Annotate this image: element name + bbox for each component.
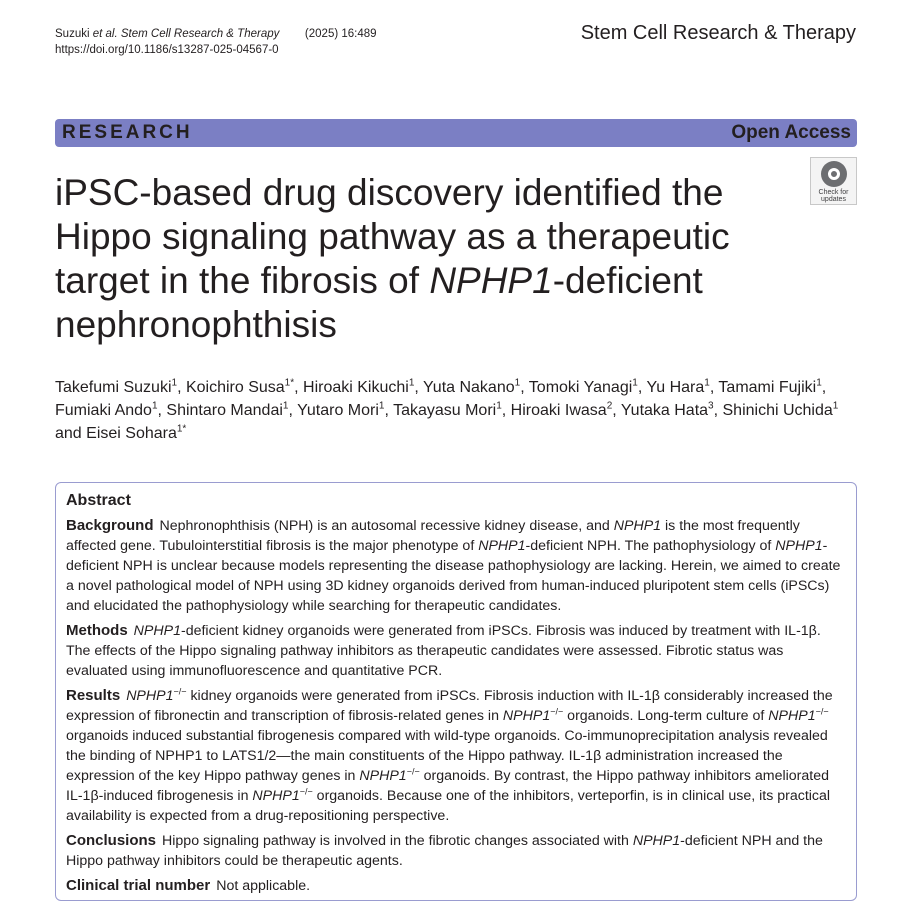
section-label: Conclusions (66, 832, 157, 849)
author-name[interactable]: Koichiro Susa$^{1*}$ (185, 377, 295, 396)
author-affiliation: 1 (378, 400, 385, 412)
abstract-section-clinical-trial-number: Clinical trial number Not applicable. (66, 877, 311, 894)
author-conjunction: and (55, 425, 82, 442)
author-name[interactable]: Hiroaki Kikuchi$^1$ (303, 377, 415, 396)
author-name[interactable]: Yutaro Mori$^1$ (297, 400, 385, 419)
open-access-label: Open Access (731, 122, 851, 143)
abstract-heading: Abstract (66, 492, 131, 509)
citation-etal: et al. (92, 28, 118, 40)
citation-year-volume: (2025) 16:489 (304, 28, 377, 40)
doi-link[interactable]: https://doi.org/10.1186/s13287-025-04567-0 (55, 44, 279, 56)
author-affiliation: 1 (632, 377, 638, 389)
author-name[interactable]: Yu Hara$^1$ (646, 377, 710, 396)
article-type-label: RESEARCH (62, 122, 193, 143)
author-affiliation: 3 (708, 400, 714, 412)
section-label: Methods (66, 622, 128, 639)
citation-journal: Stem Cell Research & Therapy (117, 28, 280, 40)
author-name[interactable]: Takefumi Suzuki$^1$ (55, 377, 178, 396)
author-name[interactable]: Tamami Fujiki$^1$ (718, 377, 822, 396)
abstract-box (55, 482, 857, 901)
article-type-banner (55, 119, 857, 147)
author-affiliation: 1 (816, 377, 822, 389)
check-for-updates-badge[interactable] (810, 157, 857, 205)
author-affiliation: 1* (176, 423, 187, 435)
author-name[interactable]: Takayasu Mori$^1$ (393, 400, 502, 419)
abstract-section-results: Results NPHP1−/− kidney organoids were generated from iPSCs. Fibrosis induction with IL-1β considerably increased the expression of fibronectin and transcription of fibrosis-related genes in NPHP1−/− organoids. Long-term culture of NPHP1−/− organoids induced substantial fibrogenesis compared with wild-type organoids. Co-immunoprecipitation analysis revealed the binding of NPHP1 to LATS1/2—the main constituents of the Hippo pathway. IL-1β administration increased the expression of the key Hippo pathway genes in NPHP1−/− organoids. By contrast, the Hippo pathway inhibitors ameliorated IL-1β-induced fibrogenesis in NPHP1−/− organoids. Because one of the inhibitors, verteporfin, is in clinical use, its practical availability is expected from a drug-repositioning perspective. (66, 686, 833, 824)
section-label: Results (66, 687, 121, 704)
abstract-sections (66, 516, 846, 896)
abstract-section-conclusions: Conclusions Hippo signaling pathway is involved in the fibrotic changes associated with NPHP1-deficient NPH and the Hippo pathway inhibitors could be therapeutic agents. (66, 832, 823, 869)
author-affiliation: 1 (514, 377, 521, 389)
citation-line (55, 26, 377, 42)
author-name[interactable]: Tomoki Yanagi$^1$ (528, 377, 638, 396)
author-affiliation: 1 (496, 400, 502, 412)
title-gene: NPHP1 (429, 260, 553, 301)
author-affiliation: 1 (408, 377, 415, 389)
article-title: iPSC-based drug discovery identified the Hippo signaling pathway as a therapeutic target in the fibrosis of NPHP1-deficient nephronophthisis (55, 172, 730, 345)
author-name[interactable]: Yutaka Hata$^3$ (620, 400, 714, 419)
author-name[interactable]: Yuta Nakano$^1$ (423, 377, 521, 396)
author-name[interactable]: Shintaro Mandai$^1$ (166, 400, 289, 419)
author-affiliation: 1 (704, 377, 710, 389)
author-name[interactable]: Eisei Sohara$^{1*}$ (86, 423, 187, 442)
author-list: Takefumi Suzuki$^1$, Koichiro Susa$^{1*}$, Hiroaki Kikuchi$^1$, Yuta Nakano$^1$, Tomoki Yanagi$^1$, Yu Hara$^1$, Tamami Fujiki$^1$, Fumiaki Ando$^1$, Shintaro Mandai$^1$, Yutaro Mori$^1$, Takayasu Mori$^1$, Hiroaki Iwasa$^2$, Yutaka Hata$^3$, Shinichi Uchida$^1$ and Eisei Sohara$^{1*}$ (55, 377, 839, 442)
author-name[interactable]: Hiroaki Iwasa$^2$ (510, 400, 613, 419)
journal-name: Stem Cell Research & Therapy (580, 22, 856, 44)
author-affiliation: 2 (606, 400, 613, 412)
author-affiliation: 1 (171, 377, 178, 389)
article-meta (55, 26, 377, 58)
author-affiliation: 1 (151, 400, 158, 412)
abstract-section-background: Background Nephronophthisis (NPH) is an autosomal recessive kidney disease, and NPHP1 is the most frequently affected gene. Tubulointerstitial fibrosis is the major phenotype of NPHP1-deficient NPH. The pathophysiology of NPHP1-deficient NPH is unclear because models representing the disease pathophysiology are lacking. Herein, we aimed to create a novel pathological model of NPH using 3D kidney organoids derived from human-induced pluripotent stem cells (iPSCs) and elucidated the pathophysiology while searching for therapeutic candidates. (66, 517, 841, 614)
check-updates-icon (821, 161, 847, 187)
abstract-section-methods: Methods NPHP1-deficient kidney organoids were generated from iPSCs. Fibrosis was induced by treatment with IL-1β. The effects of the Hippo signaling pathway inhibitors as therapeutic candidates were assessed. Fibrotic status was evaluated using immunofluorescence and quantitative PCR. (66, 622, 821, 679)
section-label: Background (66, 517, 154, 534)
author-affiliation: 1* (284, 377, 295, 389)
check-updates-text: Check for updates (818, 189, 849, 203)
author-name[interactable]: Fumiaki Ando$^1$ (55, 400, 158, 419)
section-label: Clinical trial number (66, 877, 211, 894)
author-affiliation: 1 (832, 400, 839, 412)
author-affiliation: 1 (282, 400, 289, 412)
author-name[interactable]: Shinichi Uchida$^1$ (722, 400, 839, 419)
citation-authors: Suzuki (55, 28, 93, 40)
